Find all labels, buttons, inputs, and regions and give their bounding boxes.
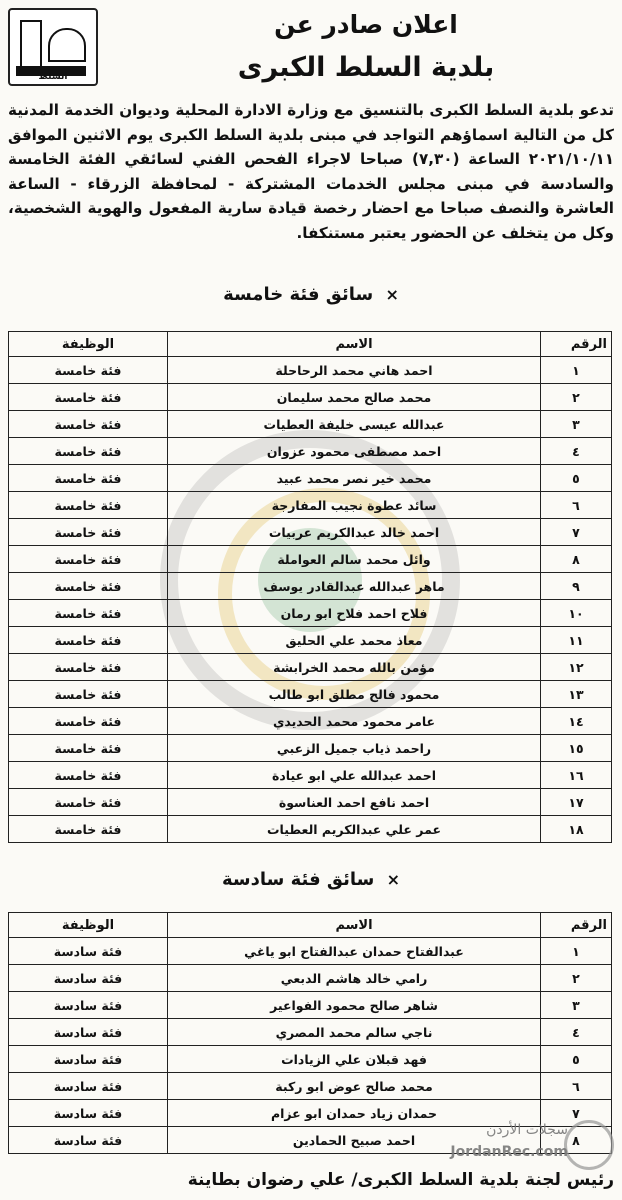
row-job: فئة سادسة bbox=[9, 1046, 168, 1073]
row-job: فئة سادسة bbox=[9, 1073, 168, 1100]
row-job: فئة سادسة bbox=[9, 1100, 168, 1127]
row-name: ماهر عبدالله عبدالقادر يوسف bbox=[168, 573, 541, 600]
table-row bbox=[9, 762, 612, 789]
row-name: احمد هاني محمد الرحاحلة bbox=[168, 357, 541, 384]
row-number: ١ bbox=[541, 357, 612, 384]
row-number: ١٥ bbox=[541, 735, 612, 762]
row-name: عامر محمود محمد الحديدي bbox=[168, 708, 541, 735]
table-row bbox=[9, 1100, 612, 1127]
table-row bbox=[9, 708, 612, 735]
announcement-title: اعلان صادر عن bbox=[274, 10, 458, 39]
table-header-row bbox=[9, 913, 612, 938]
row-job: فئة سادسة bbox=[9, 965, 168, 992]
table-row bbox=[9, 654, 612, 681]
signature-line: رئيس لجنة بلدية السلط الكبرى/ علي رضوان بطاينة bbox=[187, 1170, 614, 1190]
row-job: فئة خامسة bbox=[9, 465, 168, 492]
row-job: فئة خامسة bbox=[9, 519, 168, 546]
table-row bbox=[9, 384, 612, 411]
column-header-number: الرقم bbox=[541, 332, 612, 357]
row-number: ٣ bbox=[541, 411, 612, 438]
row-number: ٤ bbox=[541, 1019, 612, 1046]
row-job: فئة خامسة bbox=[9, 654, 168, 681]
row-job: فئة خامسة bbox=[9, 546, 168, 573]
row-name: محمد صالح محمد سليمان bbox=[168, 384, 541, 411]
row-number: ١٢ bbox=[541, 654, 612, 681]
fifth-class-drivers-table bbox=[8, 331, 612, 843]
row-job: فئة خامسة bbox=[9, 735, 168, 762]
row-name: احمد صبيح الحمادين bbox=[168, 1127, 541, 1154]
watermark-english: JordanRec.com bbox=[450, 1144, 568, 1160]
table-row bbox=[9, 411, 612, 438]
row-name: مؤمن بالله محمد الخرابشة bbox=[168, 654, 541, 681]
row-name: محمود فالح مطلق ابو طالب bbox=[168, 681, 541, 708]
row-number: ١١ bbox=[541, 627, 612, 654]
table-header-row bbox=[9, 332, 612, 357]
watermark-arabic: سجلات الأردن bbox=[486, 1122, 568, 1138]
announcement-body: تدعو بلدية السلط الكبرى بالتنسيق مع وزارة الادارة المحلية وديوان الخدمة المدنية كل من التالية اسماؤهم التواجد في مبنى بلدية السلط الكبرى يوم الاثنين الموافق ٢٠٢١/١٠/١١ الساعة (٧,٣٠) صباحا لاجراء الفحص الفني لسائقي الفئة الخامسة والسادسة في مبنى مجلس الخدمات المشتركة - لمحافظة الزرقاء - الساعة العاشرة والنصف صباحا مع احضار رخصة قيادة سارية المفعول والهوية الشخصية، وكل من يتخلف عن الحضور يعتبر مستنكفا. bbox=[8, 101, 615, 242]
row-number: ١٦ bbox=[541, 762, 612, 789]
row-job: فئة سادسة bbox=[9, 938, 168, 965]
table-row bbox=[9, 992, 612, 1019]
column-header-job: الوظيفة bbox=[9, 913, 168, 938]
logo-arch-shape bbox=[48, 28, 86, 62]
row-number: ٤ bbox=[541, 438, 612, 465]
row-number: ٧ bbox=[541, 1100, 612, 1127]
x-marker-icon: × bbox=[385, 285, 399, 304]
row-number: ٦ bbox=[541, 492, 612, 519]
table-row bbox=[9, 735, 612, 762]
row-job: فئة خامسة bbox=[9, 816, 168, 843]
table-row bbox=[9, 492, 612, 519]
row-job: فئة خامسة bbox=[9, 411, 168, 438]
section-heading-fifth-class bbox=[100, 284, 522, 305]
table-row bbox=[9, 438, 612, 465]
row-number: ٣ bbox=[541, 992, 612, 1019]
row-name: ناجي سالم محمد المصري bbox=[168, 1019, 541, 1046]
row-number: ١٧ bbox=[541, 789, 612, 816]
row-number: ٨ bbox=[541, 546, 612, 573]
row-name: محمد صالح عوض ابو ركبة bbox=[168, 1073, 541, 1100]
row-name: وائل محمد سالم العواملة bbox=[168, 546, 541, 573]
row-name: عمر علي عبدالكريم العطيات bbox=[168, 816, 541, 843]
sixth-class-drivers-table bbox=[8, 912, 612, 1154]
section-title: سائق فئة سادسة bbox=[221, 869, 375, 890]
row-job: فئة خامسة bbox=[9, 681, 168, 708]
row-job: فئة خامسة bbox=[9, 600, 168, 627]
table-row bbox=[9, 938, 612, 965]
row-number: ٩ bbox=[541, 573, 612, 600]
table-row bbox=[9, 627, 612, 654]
row-number: ٨ bbox=[541, 1127, 612, 1154]
row-name: راحمد ذياب جميل الزعبي bbox=[168, 735, 541, 762]
row-name: سائد عطوة نجيب المفارجة bbox=[168, 492, 541, 519]
row-name: شاهر صالح محمود الفواعير bbox=[168, 992, 541, 1019]
table-row bbox=[9, 546, 612, 573]
row-job: فئة خامسة bbox=[9, 627, 168, 654]
table-row bbox=[9, 816, 612, 843]
row-name: عبدالله عيسى خليفة العطيات bbox=[168, 411, 541, 438]
table-row bbox=[9, 1019, 612, 1046]
column-header-number: الرقم bbox=[541, 913, 612, 938]
table-row bbox=[9, 1046, 612, 1073]
row-number: ١٤ bbox=[541, 708, 612, 735]
logo-text: السلط bbox=[38, 72, 68, 82]
row-name: معاذ محمد علي الحليق bbox=[168, 627, 541, 654]
row-job: فئة سادسة bbox=[9, 1127, 168, 1154]
row-number: ٢ bbox=[541, 384, 612, 411]
row-job: فئة خامسة bbox=[9, 492, 168, 519]
x-marker-icon: × bbox=[386, 870, 401, 889]
column-header-job: الوظيفة bbox=[9, 332, 168, 357]
row-job: فئة خامسة bbox=[9, 357, 168, 384]
row-name: احمد نافع احمد العناسوة bbox=[168, 789, 541, 816]
municipality-logo bbox=[8, 8, 98, 86]
table-row bbox=[9, 1127, 612, 1154]
row-job: فئة خامسة bbox=[9, 762, 168, 789]
row-name: احمد عبدالله علي ابو عيادة bbox=[168, 762, 541, 789]
row-name: حمدان زياد حمدان ابو عزام bbox=[168, 1100, 541, 1127]
row-name: عبدالفتاح حمدان عبدالفتاح ابو ياغي bbox=[168, 938, 541, 965]
row-number: ١٠ bbox=[541, 600, 612, 627]
row-job: فئة خامسة bbox=[9, 708, 168, 735]
table-row bbox=[9, 519, 612, 546]
column-header-name: الاسم bbox=[168, 332, 541, 357]
row-job: فئة خامسة bbox=[9, 573, 168, 600]
table-row bbox=[9, 573, 612, 600]
row-number: ٥ bbox=[541, 1046, 612, 1073]
municipality-name: بلدية السلط الكبرى bbox=[237, 52, 495, 83]
section-title: سائق فئة خامسة bbox=[223, 284, 374, 305]
row-name: فهد قبلان علي الزيادات bbox=[168, 1046, 541, 1073]
table-row bbox=[9, 600, 612, 627]
row-number: ٥ bbox=[541, 465, 612, 492]
row-job: فئة خامسة bbox=[9, 438, 168, 465]
logo-tower-shape bbox=[20, 20, 42, 68]
row-job: فئة سادسة bbox=[9, 1019, 168, 1046]
section-heading-sixth-class bbox=[100, 869, 522, 890]
row-job: فئة سادسة bbox=[9, 992, 168, 1019]
table-row bbox=[9, 681, 612, 708]
table-row bbox=[9, 357, 612, 384]
row-name: احمد خالد عبدالكريم عربيات bbox=[168, 519, 541, 546]
row-name: فلاح احمد فلاح ابو رمان bbox=[168, 600, 541, 627]
row-number: ٧ bbox=[541, 519, 612, 546]
table-row bbox=[9, 789, 612, 816]
table-row bbox=[9, 1073, 612, 1100]
row-number: ١٨ bbox=[541, 816, 612, 843]
row-number: ١٣ bbox=[541, 681, 612, 708]
row-number: ١ bbox=[541, 938, 612, 965]
column-header-name: الاسم bbox=[168, 913, 541, 938]
row-job: فئة خامسة bbox=[9, 384, 168, 411]
row-name: محمد خير نصر محمد عبيد bbox=[168, 465, 541, 492]
row-name: احمد مصطفى محمود عزوان bbox=[168, 438, 541, 465]
row-name: رامي خالد هاشم الدبعي bbox=[168, 965, 541, 992]
table-row bbox=[9, 465, 612, 492]
row-job: فئة خامسة bbox=[9, 789, 168, 816]
row-number: ٦ bbox=[541, 1073, 612, 1100]
row-number: ٢ bbox=[541, 965, 612, 992]
table-row bbox=[9, 965, 612, 992]
